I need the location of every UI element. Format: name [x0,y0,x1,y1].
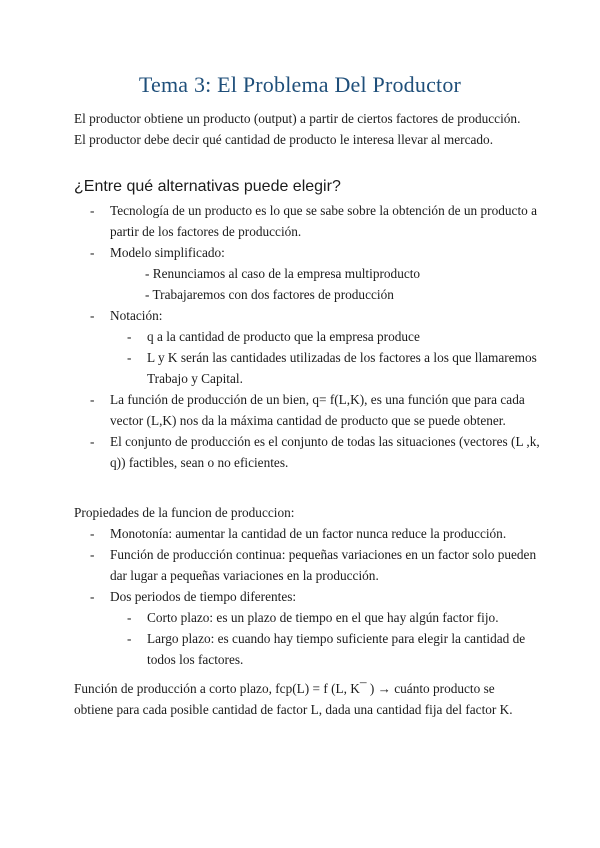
notacion-lk-text: L y K serán las cantidades utilizadas de los factores a los que llamaremos Trabajo y Capital. [147,350,537,386]
dash-bullet: - [90,308,95,323]
dash-bullet: - [90,203,95,218]
dash-bullet: - [127,329,132,344]
largo-plazo-text: Largo plazo: es cuando hay tiempo suficiente para elegir la cantidad de todos los factores. [147,631,526,667]
dash-bullet: - [90,547,95,562]
dash-bullet: - [90,434,95,449]
corto-plazo-text: Corto plazo: es un plazo de tiempo en el que hay algún factor fijo. [147,610,499,625]
modelo-text: Modelo simplificado: [110,245,225,260]
periodos-text: Dos periodos de tiempo diferentes: [110,589,297,604]
closing-paragraph: Función de producción a corto plazo, fcp(L) = f (L, K¯ ) → cuánto producto se obtiene para cada posible cantidad de factor L, dada una cantidad fija del factor K. [74,681,513,717]
notacion-q-text: q a la cantidad de producto que la empresa produce [147,329,420,344]
sub-list-item [0,347,600,389]
sub-list-item [0,326,600,347]
dash-bullet: - [90,392,95,407]
section-heading: ¿Entre qué alternativas puede elegir? [74,178,341,195]
sub-list-item: - Renunciamos al caso de la empresa multiproducto [145,266,421,281]
list-item [0,431,600,473]
dash-bullet: - [127,610,132,625]
dash-bullet: - [90,589,95,604]
alternatives-list [0,200,600,473]
properties-heading: Propiedades de la funcion de produccion: [74,505,295,520]
list-item [0,586,600,607]
conjunto-text: El conjunto de producción es el conjunto de todas las situaciones (vectores (L ,k, q)) factibles, sean o no eficientes. [110,434,540,470]
funcion-text: La función de producción de un bien, q= f(L,K), es una función que para cada vector (L,K) nos da la máxima cantidad de producto que se puede obtener. [110,392,525,428]
list-item [0,544,600,586]
dash-bullet: - [90,526,95,541]
sub-list-item: - Trabajaremos con dos factores de producción [145,287,394,302]
list-item [0,389,600,431]
tecnologia-text: Tecnología de un producto es lo que se sabe sobre la obtención de un producto a partir de los factores de producción. [110,203,538,239]
intro-paragraph: El productor obtiene un producto (output) a partir de ciertos factores de producción. El productor debe decir qué cantidad de producto le interesa llevar al mercado. [74,111,521,147]
dash-bullet: - [90,245,95,260]
dash-bullet: - [127,350,132,365]
list-item [0,200,600,242]
sub-list-item [0,628,600,670]
sub-list-item [0,607,600,628]
properties-list [0,523,600,670]
continua-text: Función de producción continua: pequeñas variaciones en un factor solo pueden dar lugar a pequeñas variaciones en la producción. [110,547,537,583]
list-item [0,305,600,326]
dash-bullet: - [127,631,132,646]
monotonia-text: Monotonía: aumentar la cantidad de un factor nunca reduce la producción. [110,526,507,541]
list-item [0,242,600,263]
notacion-text: Notación: [110,308,163,323]
list-item [0,523,600,544]
page-title: Tema 3: El Problema Del Productor [138,72,462,97]
